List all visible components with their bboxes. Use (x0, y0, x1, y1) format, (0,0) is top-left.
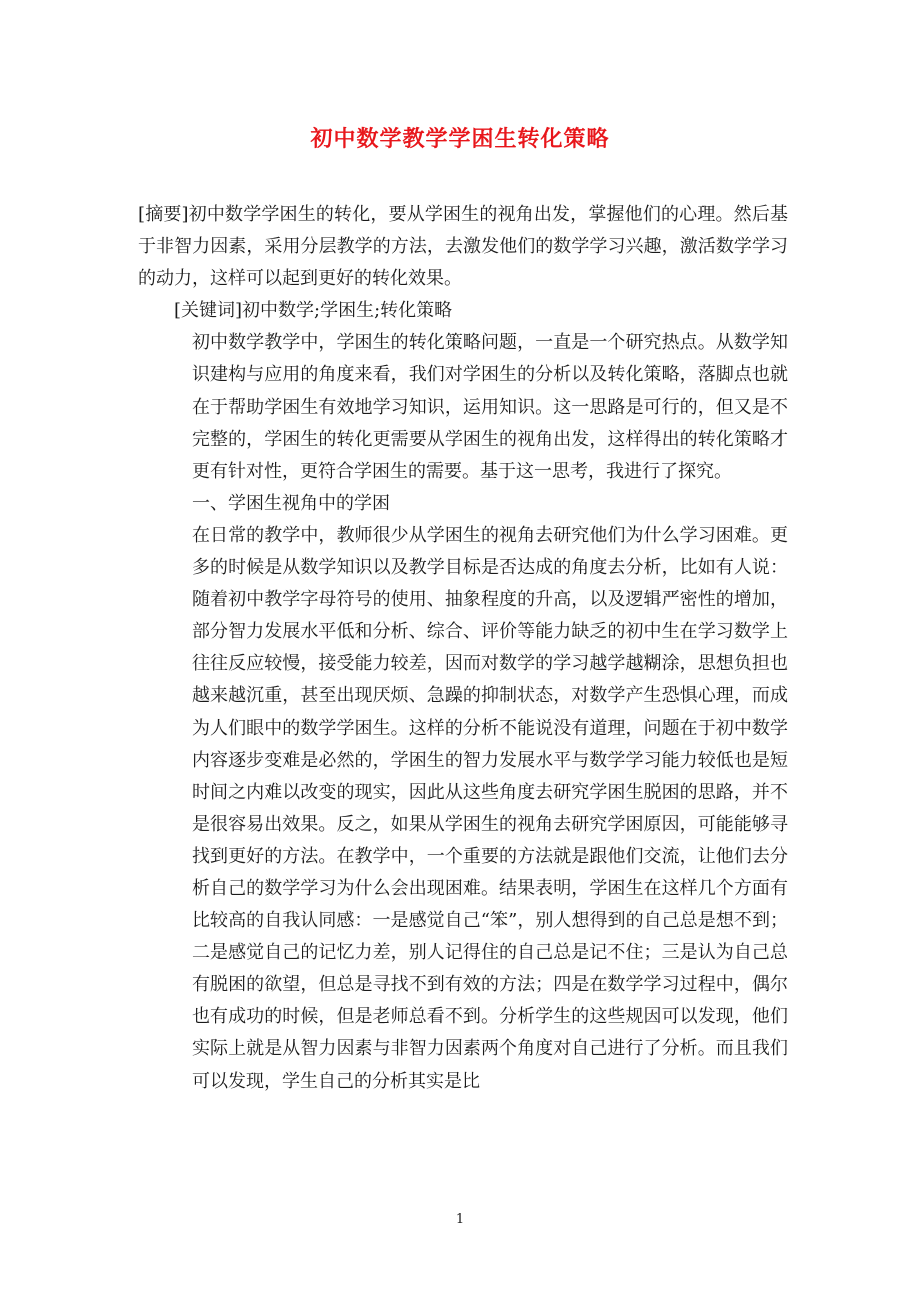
document-title: 初中数学教学学困生转化策略 (310, 126, 610, 152)
keywords-line: [关键词]初中数学;学困生;转化策略 (174, 300, 453, 322)
body-paragraph: 在日常的教学中，教师很少从学困生的视角去研究他们为什么学习困难。更多的时候是从数学知识以及教学目标是否达成的角度去分析，比如有人说：随着初中教学字母符号的使用、抽象程度的升高，以及逻辑严密性的增加，部分智力发展水平低和分析、综合、评价等能力缺乏的初中生在学习数学上往往反应较慢，接受能力较差，因而对数学的学习越学越糊涂，思想负担也越来越沉重，甚至出现厌烦、急躁的抑制状态，对数学产生恐惧心理，而成为人们眼中的数学学困生。这样的分析不能说没有道理，问题在于初中数学内容逐步变难是必然的，学困生的智力发展水平与数学学习能力较低也是短时间之内难以改变的现实，因此从这些角度去研究学困生脱困的思路，并不是很容易出效果。反之，如果从学困生的视角去研究学困原因，可能能够寻找到更好的方法。在教学中，一个重要的方法就是跟他们交流，让他们去分析自己的数学学习为什么会出现困难。结果表明，学困生在这样几个方面有比较高的自我认同感：一是感觉自己“笨”，别人想得到的自己总是想不到；二是感觉自己的记忆力差，别人记得住的自己总是记不住；三是认为自己总有脱困的欲望，但总是寻找不到有效的方法；四是在数学学习过程中，偶尔也有成功的时候，但是老师总看不到。分析学生的这些规因可以发现，他们实际上就是从智力因素与非智力因素两个角度对自己进行了分析。而且我们可以发现，学生自己的分析其实是比 (192, 524, 788, 1092)
page-number: 1 (455, 1212, 465, 1227)
document-body (138, 199, 788, 1098)
intro-paragraph: 初中数学教学中，学困生的转化策略问题，一直是一个研究热点。从数学知识建构与应用的角度来看，我们对学困生的分析以及转化策略，落脚点也就在于帮助学困生有效地学习知识，运用知识。这一思路是可行的，但又是不完整的，学困生的转化更需要从学困生的视角出发，这样得出的转化策略才更有针对性，更符合学困生的需要。基于这一思考，我进行了探究。 (192, 332, 788, 482)
abstract-paragraph: [摘要]初中数学学困生的转化，要从学困生的视角出发，掌握他们的心理。然后基于非智力因素，采用分层教学的方法，去激发他们的数学学习兴趣，激活数学学习的动力，这样可以起到更好的转化效果。 (138, 204, 788, 290)
section-heading: 一、学困生视角中的学困 (192, 492, 390, 514)
